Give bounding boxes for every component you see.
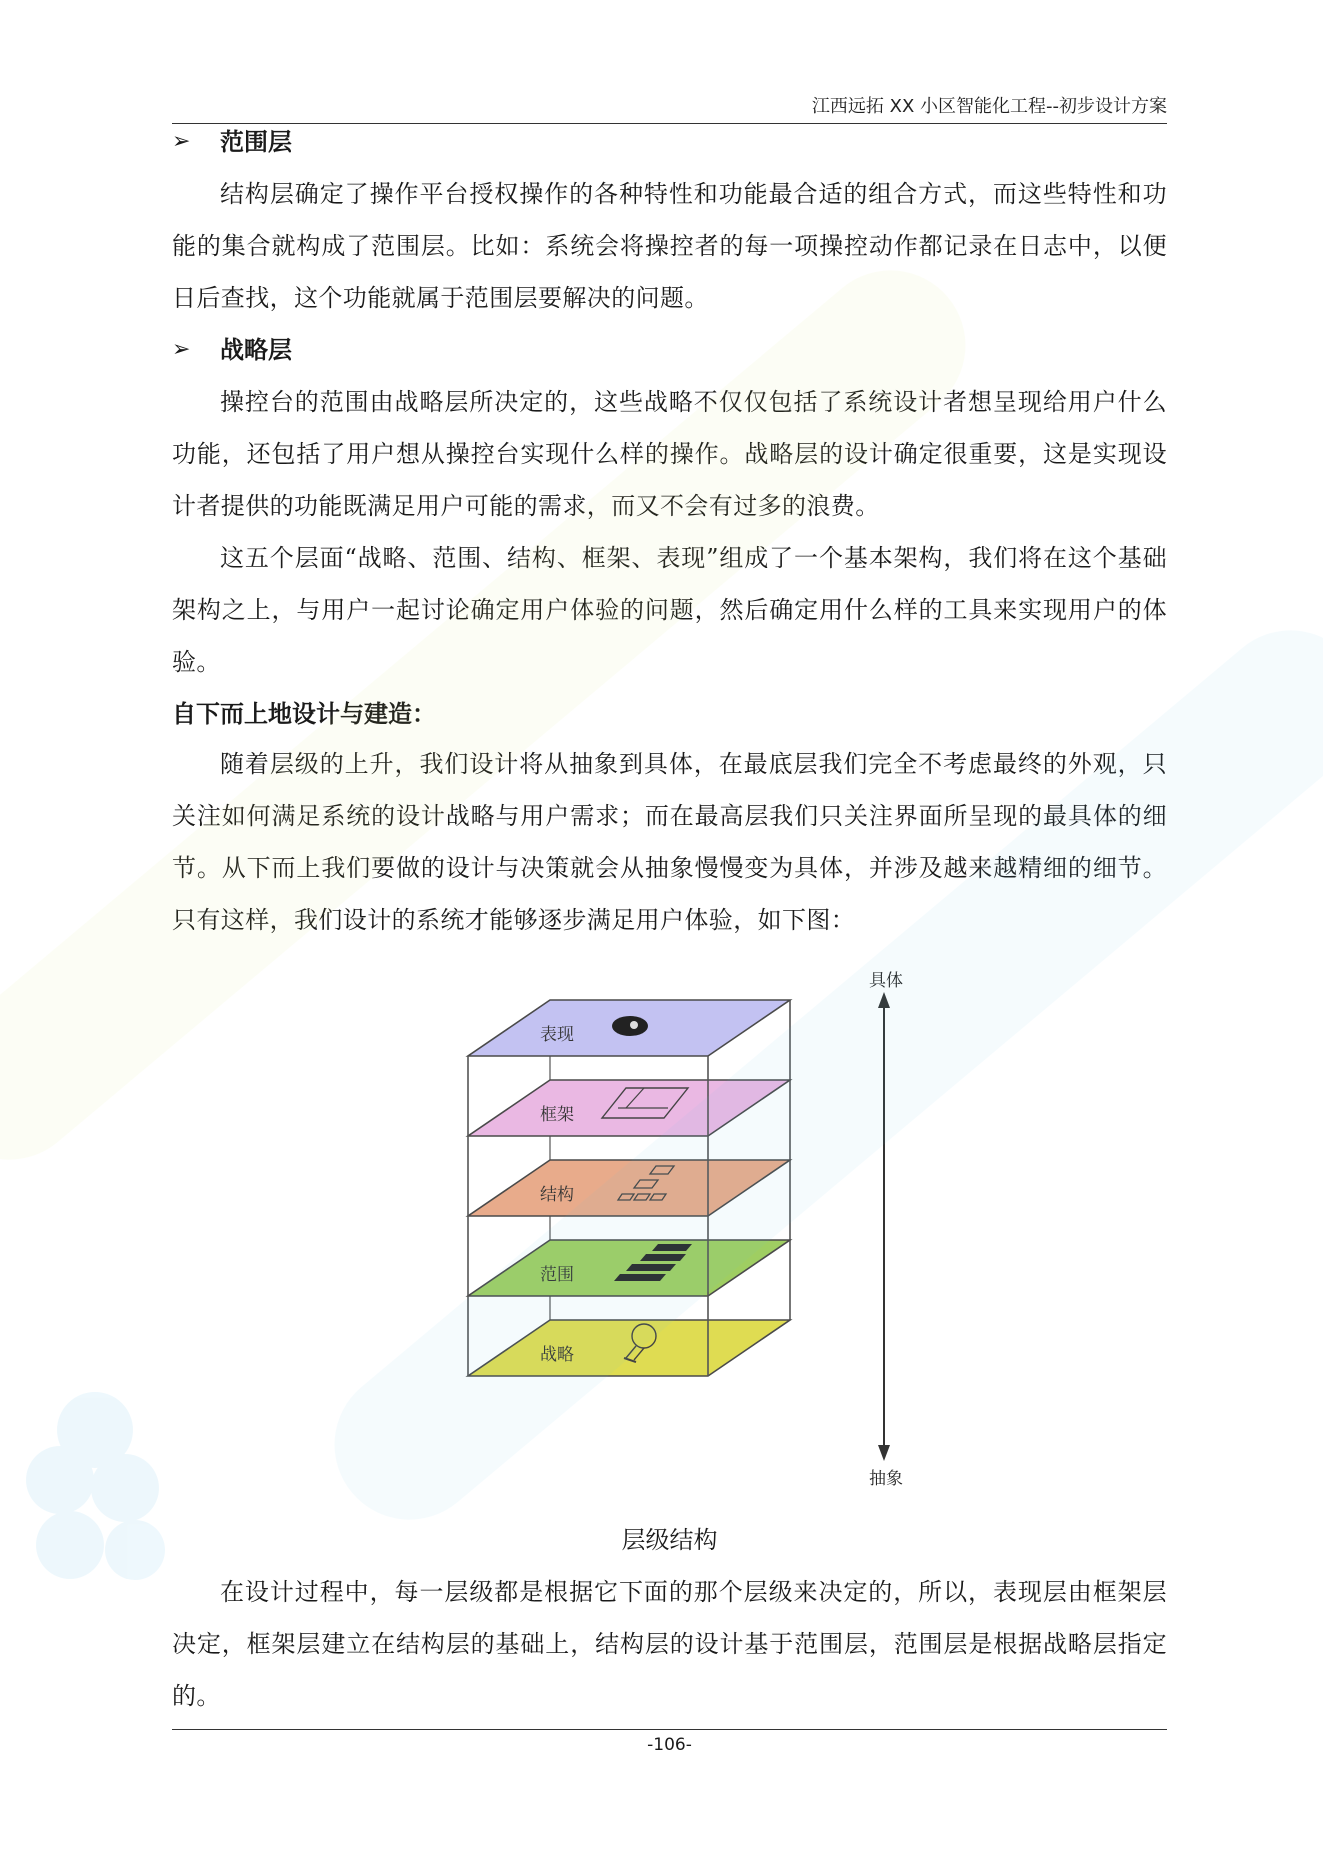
footer-divider <box>172 1729 1167 1730</box>
paragraph: 结构层确定了操作平台授权操作的各种特性和功能最合适的组合方式，而这些特性和功能的集合就构成了范围层。比如：系统会将操控者的每一项操控动作都记录在日志中，以便日后查找，这个功能就属于范围层要解决的问题。 <box>172 180 1167 312</box>
arrow-up-icon <box>878 992 890 1008</box>
running-header: 江西远拓 XX 小区智能化工程--初步设计方案 <box>811 96 1167 117</box>
watermark-flower-icon <box>26 1392 165 1580</box>
arrow-down-icon <box>878 1445 890 1461</box>
layer-label: 范围 <box>540 1265 574 1285</box>
eye-icon <box>612 1016 648 1036</box>
section-heading <box>172 124 1167 160</box>
figure-caption: 层级结构 <box>621 1526 718 1554</box>
layer-label: 战略 <box>540 1345 574 1365</box>
page-number: -106- <box>647 1735 692 1755</box>
paragraph: 这五个层面“战略、范围、结构、框架、表现”组成了一个基本架构，我们将在这个基础架构之上，与用户一起讨论确定用户体验的问题，然后确定用什么样的工具来实现用户的体验。 <box>172 544 1167 676</box>
layer-3 <box>468 1160 790 1216</box>
heading-text: 战略层 <box>220 336 292 364</box>
layer-2 <box>468 1080 790 1136</box>
layer-4 <box>468 1240 790 1296</box>
paragraph: 在设计过程中，每一层级都是根据它下面的那个层级来决定的，所以，表现层由框架层决定，框架层建立在结构层的基础上，结构层的设计基于范围层，范围层是根据战略层指定的。 <box>172 1578 1167 1710</box>
paragraph: 操控台的范围由战略层所决定的，这些战略不仅仅包括了系统设计者想呈现给用户什么功能，还包括了用户想从操控台实现什么样的操作。战略层的设计确定很重要，这是实现设计者提供的功能既满足用户可能的需求，而又不会有过多的浪费。 <box>172 388 1167 520</box>
layer-5 <box>468 1320 790 1376</box>
section-scope <box>172 124 1167 160</box>
axis-label-bottom: 抽象 <box>869 1469 903 1488</box>
layer-1 <box>468 1000 790 1056</box>
subsection-heading: 自下而上地设计与建造： <box>172 700 436 728</box>
section-strategy <box>172 332 1167 368</box>
abstract-concrete-axis <box>869 971 903 1488</box>
layer-plane <box>468 1160 790 1216</box>
section-heading <box>172 332 1167 368</box>
layer-label: 框架 <box>540 1105 574 1125</box>
layer-label: 表现 <box>540 1025 574 1045</box>
bullet-arrow-icon: ➢ <box>172 337 191 362</box>
paragraph: 随着层级的上升，我们设计将从抽象到具体，在最底层我们完全不考虑最终的外观，只关注如何满足系统的设计战略与用户需求；而在最高层我们只关注界面所呈现的最具体的细节。从下而上我们要做的设计与决策就会从抽象慢慢变为具体，并涉及越来越精细的细节。只有这样，我们设计的系统才能够逐步满足用户体验，如下图： <box>172 750 1167 934</box>
layer-plane <box>468 1320 790 1376</box>
heading-text: 范围层 <box>220 128 292 156</box>
bullet-arrow-icon: ➢ <box>172 129 191 154</box>
axis-label-top: 具体 <box>869 971 903 991</box>
layer-diagram <box>440 958 940 1488</box>
layer-label: 结构 <box>540 1185 574 1205</box>
